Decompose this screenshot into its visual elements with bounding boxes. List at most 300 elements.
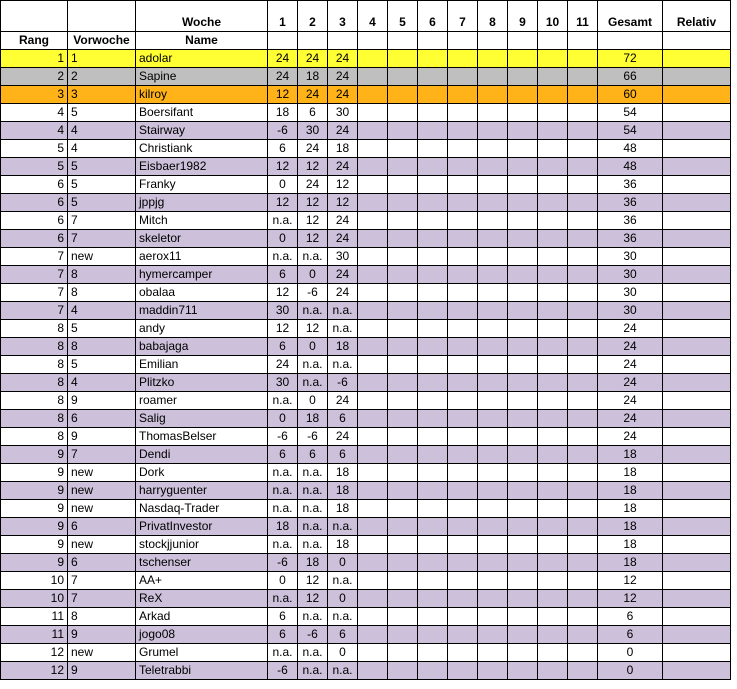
name-cell[interactable]: aerox11 — [136, 248, 268, 266]
week-10-score-cell[interactable] — [538, 176, 568, 194]
header-empty-cell[interactable] — [68, 1, 136, 32]
week-5-score-cell[interactable] — [388, 122, 418, 140]
rang-cell[interactable]: 10 — [1, 572, 68, 590]
week-8-score-cell[interactable] — [478, 140, 508, 158]
rang-header[interactable]: Rang — [1, 32, 68, 50]
week-11-score-cell[interactable] — [568, 320, 598, 338]
week-2-score-cell[interactable]: n.a. — [298, 356, 328, 374]
rang-cell[interactable]: 5 — [1, 140, 68, 158]
week-6-score-cell[interactable] — [418, 554, 448, 572]
relativ-cell[interactable] — [663, 104, 731, 122]
week-9-score-cell[interactable] — [508, 518, 538, 536]
week-1-score-cell[interactable]: 0 — [268, 572, 298, 590]
week-1-score-cell[interactable]: n.a. — [268, 500, 298, 518]
week-10-score-cell[interactable] — [538, 68, 568, 86]
week-9-score-cell[interactable] — [508, 572, 538, 590]
week-6-score-cell[interactable] — [418, 122, 448, 140]
week-7-score-cell[interactable] — [448, 608, 478, 626]
week-2-score-cell[interactable]: 12 — [298, 212, 328, 230]
name-cell[interactable]: andy — [136, 320, 268, 338]
vorwoche-cell[interactable]: 8 — [68, 338, 136, 356]
week-8-score-cell[interactable] — [478, 266, 508, 284]
week-2-score-cell[interactable]: 12 — [298, 320, 328, 338]
week-2-score-cell[interactable]: 12 — [298, 572, 328, 590]
week-8-score-cell[interactable] — [478, 374, 508, 392]
week-7-score-cell[interactable] — [448, 356, 478, 374]
week-8-score-cell[interactable] — [478, 518, 508, 536]
vorwoche-cell[interactable]: new — [68, 482, 136, 500]
week-6-score-cell[interactable] — [418, 86, 448, 104]
relativ-cell[interactable] — [663, 374, 731, 392]
week-2-score-cell[interactable]: n.a. — [298, 644, 328, 662]
vorwoche-cell[interactable]: 7 — [68, 572, 136, 590]
vorwoche-cell[interactable]: 4 — [68, 122, 136, 140]
week-1-score-cell[interactable]: 18 — [268, 104, 298, 122]
week-5-score-cell[interactable] — [388, 104, 418, 122]
week-4-score-cell[interactable] — [358, 518, 388, 536]
relativ-cell[interactable] — [663, 68, 731, 86]
name-cell[interactable]: kilroy — [136, 86, 268, 104]
week-11-score-cell[interactable] — [568, 104, 598, 122]
week-8-score-cell[interactable] — [478, 212, 508, 230]
rang-cell[interactable]: 7 — [1, 266, 68, 284]
week-11-score-cell[interactable] — [568, 212, 598, 230]
week-4-score-cell[interactable] — [358, 428, 388, 446]
week-8-score-cell[interactable] — [478, 410, 508, 428]
rang-cell[interactable]: 6 — [1, 230, 68, 248]
week-11-score-cell[interactable] — [568, 356, 598, 374]
gesamt-cell[interactable]: 18 — [598, 518, 663, 536]
week-8-score-cell[interactable] — [478, 662, 508, 680]
week-11-score-cell[interactable] — [568, 68, 598, 86]
week-7-score-cell[interactable] — [448, 410, 478, 428]
week-11-score-cell[interactable] — [568, 176, 598, 194]
vorwoche-cell[interactable]: 9 — [68, 392, 136, 410]
week-6-score-cell[interactable] — [418, 194, 448, 212]
week-3-header[interactable]: 3 — [328, 1, 358, 32]
gesamt-cell[interactable]: 30 — [598, 266, 663, 284]
header-empty-cell[interactable] — [388, 32, 418, 50]
rang-cell[interactable]: 8 — [1, 410, 68, 428]
week-9-score-cell[interactable] — [508, 554, 538, 572]
week-11-score-cell[interactable] — [568, 410, 598, 428]
week-4-score-cell[interactable] — [358, 86, 388, 104]
week-1-score-cell[interactable]: 30 — [268, 302, 298, 320]
vorwoche-cell[interactable]: 7 — [68, 446, 136, 464]
week-10-score-cell[interactable] — [538, 86, 568, 104]
week-5-score-cell[interactable] — [388, 320, 418, 338]
week-2-header[interactable]: 2 — [298, 1, 328, 32]
week-6-score-cell[interactable] — [418, 50, 448, 68]
week-5-header[interactable]: 5 — [388, 1, 418, 32]
relativ-cell[interactable] — [663, 212, 731, 230]
week-9-score-cell[interactable] — [508, 374, 538, 392]
relativ-cell[interactable] — [663, 500, 731, 518]
week-5-score-cell[interactable] — [388, 176, 418, 194]
week-1-header[interactable]: 1 — [268, 1, 298, 32]
week-2-score-cell[interactable]: 18 — [298, 410, 328, 428]
week-2-score-cell[interactable]: n.a. — [298, 482, 328, 500]
relativ-cell[interactable] — [663, 338, 731, 356]
week-6-score-cell[interactable] — [418, 158, 448, 176]
name-cell[interactable]: Sapine — [136, 68, 268, 86]
week-2-score-cell[interactable]: n.a. — [298, 374, 328, 392]
name-cell[interactable]: skeletor — [136, 230, 268, 248]
week-2-score-cell[interactable]: 12 — [298, 158, 328, 176]
week-3-score-cell[interactable]: 0 — [328, 590, 358, 608]
relativ-cell[interactable] — [663, 302, 731, 320]
relativ-cell[interactable] — [663, 248, 731, 266]
week-4-score-cell[interactable] — [358, 122, 388, 140]
week-11-score-cell[interactable] — [568, 662, 598, 680]
gesamt-cell[interactable]: 24 — [598, 320, 663, 338]
week-2-score-cell[interactable]: 12 — [298, 230, 328, 248]
relativ-cell[interactable] — [663, 50, 731, 68]
week-7-score-cell[interactable] — [448, 122, 478, 140]
week-2-score-cell[interactable]: 0 — [298, 338, 328, 356]
name-cell[interactable]: Dendi — [136, 446, 268, 464]
week-10-score-cell[interactable] — [538, 320, 568, 338]
week-11-score-cell[interactable] — [568, 284, 598, 302]
week-8-score-cell[interactable] — [478, 428, 508, 446]
week-1-score-cell[interactable]: 12 — [268, 194, 298, 212]
gesamt-cell[interactable]: 30 — [598, 248, 663, 266]
rang-cell[interactable]: 7 — [1, 284, 68, 302]
week-1-score-cell[interactable]: 6 — [268, 626, 298, 644]
gesamt-cell[interactable]: 54 — [598, 122, 663, 140]
name-cell[interactable]: adolar — [136, 50, 268, 68]
week-10-score-cell[interactable] — [538, 644, 568, 662]
vorwoche-cell[interactable]: new — [68, 536, 136, 554]
week-9-score-cell[interactable] — [508, 536, 538, 554]
week-4-header[interactable]: 4 — [358, 1, 388, 32]
week-9-score-cell[interactable] — [508, 68, 538, 86]
relativ-cell[interactable] — [663, 662, 731, 680]
week-11-score-cell[interactable] — [568, 482, 598, 500]
week-7-score-cell[interactable] — [448, 590, 478, 608]
week-5-score-cell[interactable] — [388, 266, 418, 284]
rang-cell[interactable]: 8 — [1, 428, 68, 446]
week-4-score-cell[interactable] — [358, 140, 388, 158]
week-7-score-cell[interactable] — [448, 176, 478, 194]
week-5-score-cell[interactable] — [388, 392, 418, 410]
name-cell[interactable]: Stairway — [136, 122, 268, 140]
gesamt-cell[interactable]: 24 — [598, 428, 663, 446]
week-9-score-cell[interactable] — [508, 428, 538, 446]
week-10-score-cell[interactable] — [538, 104, 568, 122]
vorwoche-cell[interactable]: 7 — [68, 212, 136, 230]
week-2-score-cell[interactable]: 12 — [298, 194, 328, 212]
week-11-score-cell[interactable] — [568, 428, 598, 446]
week-7-score-cell[interactable] — [448, 482, 478, 500]
relativ-cell[interactable] — [663, 86, 731, 104]
relativ-cell[interactable] — [663, 122, 731, 140]
week-6-score-cell[interactable] — [418, 284, 448, 302]
vorwoche-cell[interactable]: 7 — [68, 590, 136, 608]
gesamt-cell[interactable]: 48 — [598, 158, 663, 176]
week-5-score-cell[interactable] — [388, 248, 418, 266]
gesamt-cell[interactable]: 30 — [598, 302, 663, 320]
header-empty-cell[interactable] — [448, 32, 478, 50]
week-4-score-cell[interactable] — [358, 176, 388, 194]
week-2-score-cell[interactable]: n.a. — [298, 518, 328, 536]
name-cell[interactable]: maddin711 — [136, 302, 268, 320]
week-6-score-cell[interactable] — [418, 140, 448, 158]
week-6-score-cell[interactable] — [418, 500, 448, 518]
week-3-score-cell[interactable]: n.a. — [328, 572, 358, 590]
week-1-score-cell[interactable]: 30 — [268, 374, 298, 392]
week-1-score-cell[interactable]: 24 — [268, 50, 298, 68]
name-cell[interactable]: Grumel — [136, 644, 268, 662]
week-5-score-cell[interactable] — [388, 554, 418, 572]
week-6-score-cell[interactable] — [418, 104, 448, 122]
gesamt-cell[interactable]: 48 — [598, 140, 663, 158]
vorwoche-header[interactable]: Vorwoche — [68, 32, 136, 50]
week-10-score-cell[interactable] — [538, 518, 568, 536]
week-4-score-cell[interactable] — [358, 302, 388, 320]
vorwoche-cell[interactable]: 5 — [68, 158, 136, 176]
week-11-score-cell[interactable] — [568, 626, 598, 644]
vorwoche-cell[interactable]: 5 — [68, 104, 136, 122]
week-9-score-cell[interactable] — [508, 446, 538, 464]
week-9-score-cell[interactable] — [508, 158, 538, 176]
week-10-score-cell[interactable] — [538, 302, 568, 320]
woche-header[interactable]: Woche — [136, 1, 268, 32]
week-8-score-cell[interactable] — [478, 356, 508, 374]
week-3-score-cell[interactable]: 24 — [328, 266, 358, 284]
vorwoche-cell[interactable]: 6 — [68, 410, 136, 428]
name-header[interactable]: Name — [136, 32, 268, 50]
week-4-score-cell[interactable] — [358, 482, 388, 500]
relativ-cell[interactable] — [663, 230, 731, 248]
week-7-score-cell[interactable] — [448, 644, 478, 662]
week-6-score-cell[interactable] — [418, 518, 448, 536]
week-8-score-cell[interactable] — [478, 194, 508, 212]
week-4-score-cell[interactable] — [358, 338, 388, 356]
week-10-score-cell[interactable] — [538, 212, 568, 230]
week-3-score-cell[interactable]: 18 — [328, 536, 358, 554]
gesamt-cell[interactable]: 18 — [598, 446, 663, 464]
week-1-score-cell[interactable]: 24 — [268, 356, 298, 374]
week-1-score-cell[interactable]: -6 — [268, 554, 298, 572]
relativ-cell[interactable] — [663, 356, 731, 374]
week-7-score-cell[interactable] — [448, 194, 478, 212]
relativ-cell[interactable] — [663, 464, 731, 482]
week-7-score-cell[interactable] — [448, 284, 478, 302]
week-9-score-cell[interactable] — [508, 500, 538, 518]
week-3-score-cell[interactable]: 24 — [328, 68, 358, 86]
vorwoche-cell[interactable]: 8 — [68, 266, 136, 284]
week-9-score-cell[interactable] — [508, 104, 538, 122]
week-10-score-cell[interactable] — [538, 662, 568, 680]
gesamt-cell[interactable]: 12 — [598, 590, 663, 608]
relativ-header[interactable]: Relativ — [663, 1, 731, 32]
name-cell[interactable]: babajaga — [136, 338, 268, 356]
week-4-score-cell[interactable] — [358, 500, 388, 518]
relativ-cell[interactable] — [663, 428, 731, 446]
vorwoche-cell[interactable]: 4 — [68, 140, 136, 158]
week-10-score-cell[interactable] — [538, 500, 568, 518]
week-6-score-cell[interactable] — [418, 302, 448, 320]
week-6-score-cell[interactable] — [418, 338, 448, 356]
week-5-score-cell[interactable] — [388, 338, 418, 356]
week-11-score-cell[interactable] — [568, 338, 598, 356]
gesamt-cell[interactable]: 0 — [598, 662, 663, 680]
rang-cell[interactable]: 9 — [1, 482, 68, 500]
week-10-score-cell[interactable] — [538, 374, 568, 392]
week-1-score-cell[interactable]: 6 — [268, 266, 298, 284]
week-3-score-cell[interactable]: 24 — [328, 122, 358, 140]
relativ-cell[interactable] — [663, 482, 731, 500]
week-2-score-cell[interactable]: 6 — [298, 104, 328, 122]
week-2-score-cell[interactable]: 24 — [298, 86, 328, 104]
week-5-score-cell[interactable] — [388, 68, 418, 86]
week-4-score-cell[interactable] — [358, 320, 388, 338]
week-1-score-cell[interactable]: -6 — [268, 428, 298, 446]
rang-cell[interactable]: 4 — [1, 104, 68, 122]
week-7-score-cell[interactable] — [448, 392, 478, 410]
week-11-score-cell[interactable] — [568, 572, 598, 590]
week-2-score-cell[interactable]: 0 — [298, 266, 328, 284]
rang-cell[interactable]: 5 — [1, 158, 68, 176]
name-cell[interactable]: tschenser — [136, 554, 268, 572]
week-7-score-cell[interactable] — [448, 86, 478, 104]
week-5-score-cell[interactable] — [388, 284, 418, 302]
rang-cell[interactable]: 6 — [1, 194, 68, 212]
week-1-score-cell[interactable]: n.a. — [268, 644, 298, 662]
week-11-header[interactable]: 11 — [568, 1, 598, 32]
week-2-score-cell[interactable]: 18 — [298, 68, 328, 86]
week-5-score-cell[interactable] — [388, 374, 418, 392]
week-9-score-cell[interactable] — [508, 608, 538, 626]
week-3-score-cell[interactable]: 24 — [328, 158, 358, 176]
week-8-score-cell[interactable] — [478, 122, 508, 140]
relativ-cell[interactable] — [663, 590, 731, 608]
week-1-score-cell[interactable]: -6 — [268, 122, 298, 140]
week-7-score-cell[interactable] — [448, 626, 478, 644]
week-4-score-cell[interactable] — [358, 608, 388, 626]
gesamt-cell[interactable]: 24 — [598, 374, 663, 392]
week-4-score-cell[interactable] — [358, 194, 388, 212]
week-4-score-cell[interactable] — [358, 212, 388, 230]
name-cell[interactable]: ReX — [136, 590, 268, 608]
week-2-score-cell[interactable]: 30 — [298, 122, 328, 140]
gesamt-cell[interactable]: 30 — [598, 284, 663, 302]
gesamt-cell[interactable]: 54 — [598, 104, 663, 122]
rang-cell[interactable]: 3 — [1, 86, 68, 104]
relativ-cell[interactable] — [663, 392, 731, 410]
week-5-score-cell[interactable] — [388, 500, 418, 518]
week-1-score-cell[interactable]: 6 — [268, 338, 298, 356]
week-11-score-cell[interactable] — [568, 518, 598, 536]
header-empty-cell[interactable] — [418, 32, 448, 50]
week-3-score-cell[interactable]: 24 — [328, 284, 358, 302]
week-9-score-cell[interactable] — [508, 212, 538, 230]
week-1-score-cell[interactable]: 12 — [268, 320, 298, 338]
header-empty-cell[interactable] — [268, 32, 298, 50]
week-3-score-cell[interactable]: 18 — [328, 338, 358, 356]
week-2-score-cell[interactable]: n.a. — [298, 500, 328, 518]
week-5-score-cell[interactable] — [388, 608, 418, 626]
week-4-score-cell[interactable] — [358, 644, 388, 662]
week-3-score-cell[interactable]: n.a. — [328, 320, 358, 338]
week-8-score-cell[interactable] — [478, 572, 508, 590]
name-cell[interactable]: PrivatInvestor — [136, 518, 268, 536]
rang-cell[interactable]: 9 — [1, 536, 68, 554]
week-5-score-cell[interactable] — [388, 158, 418, 176]
header-empty-cell[interactable] — [328, 32, 358, 50]
vorwoche-cell[interactable]: 9 — [68, 626, 136, 644]
week-9-score-cell[interactable] — [508, 230, 538, 248]
week-6-score-cell[interactable] — [418, 662, 448, 680]
week-11-score-cell[interactable] — [568, 248, 598, 266]
week-4-score-cell[interactable] — [358, 104, 388, 122]
week-5-score-cell[interactable] — [388, 140, 418, 158]
week-10-score-cell[interactable] — [538, 626, 568, 644]
week-3-score-cell[interactable]: 18 — [328, 464, 358, 482]
rang-cell[interactable]: 12 — [1, 644, 68, 662]
vorwoche-cell[interactable]: 5 — [68, 320, 136, 338]
week-10-score-cell[interactable] — [538, 590, 568, 608]
week-7-score-cell[interactable] — [448, 68, 478, 86]
gesamt-cell[interactable]: 36 — [598, 212, 663, 230]
week-5-score-cell[interactable] — [388, 86, 418, 104]
week-1-score-cell[interactable]: 0 — [268, 410, 298, 428]
week-4-score-cell[interactable] — [358, 158, 388, 176]
week-6-score-cell[interactable] — [418, 626, 448, 644]
rang-cell[interactable]: 2 — [1, 68, 68, 86]
week-2-score-cell[interactable]: n.a. — [298, 302, 328, 320]
week-2-score-cell[interactable]: -6 — [298, 428, 328, 446]
header-empty-cell[interactable] — [298, 32, 328, 50]
week-4-score-cell[interactable] — [358, 626, 388, 644]
relativ-cell[interactable] — [663, 320, 731, 338]
vorwoche-cell[interactable]: 9 — [68, 662, 136, 680]
week-1-score-cell[interactable]: n.a. — [268, 590, 298, 608]
week-8-score-cell[interactable] — [478, 626, 508, 644]
week-11-score-cell[interactable] — [568, 374, 598, 392]
vorwoche-cell[interactable]: new — [68, 464, 136, 482]
relativ-cell[interactable] — [663, 158, 731, 176]
week-3-score-cell[interactable]: 18 — [328, 500, 358, 518]
week-10-score-cell[interactable] — [538, 266, 568, 284]
week-4-score-cell[interactable] — [358, 50, 388, 68]
week-3-score-cell[interactable]: 24 — [328, 230, 358, 248]
rang-cell[interactable]: 1 — [1, 50, 68, 68]
vorwoche-cell[interactable]: 1 — [68, 50, 136, 68]
week-9-score-cell[interactable] — [508, 50, 538, 68]
week-11-score-cell[interactable] — [568, 140, 598, 158]
week-4-score-cell[interactable] — [358, 410, 388, 428]
name-cell[interactable]: Emilian — [136, 356, 268, 374]
week-6-score-cell[interactable] — [418, 590, 448, 608]
week-10-score-cell[interactable] — [538, 428, 568, 446]
name-cell[interactable]: Franky — [136, 176, 268, 194]
week-7-score-cell[interactable] — [448, 158, 478, 176]
week-2-score-cell[interactable]: 18 — [298, 554, 328, 572]
gesamt-cell[interactable]: 0 — [598, 644, 663, 662]
name-cell[interactable]: Salig — [136, 410, 268, 428]
week-11-score-cell[interactable] — [568, 86, 598, 104]
week-10-score-cell[interactable] — [538, 356, 568, 374]
week-1-score-cell[interactable]: n.a. — [268, 248, 298, 266]
week-8-score-cell[interactable] — [478, 158, 508, 176]
week-10-header[interactable]: 10 — [538, 1, 568, 32]
week-2-score-cell[interactable]: n.a. — [298, 662, 328, 680]
week-1-score-cell[interactable]: 6 — [268, 140, 298, 158]
relativ-cell[interactable] — [663, 446, 731, 464]
week-4-score-cell[interactable] — [358, 554, 388, 572]
